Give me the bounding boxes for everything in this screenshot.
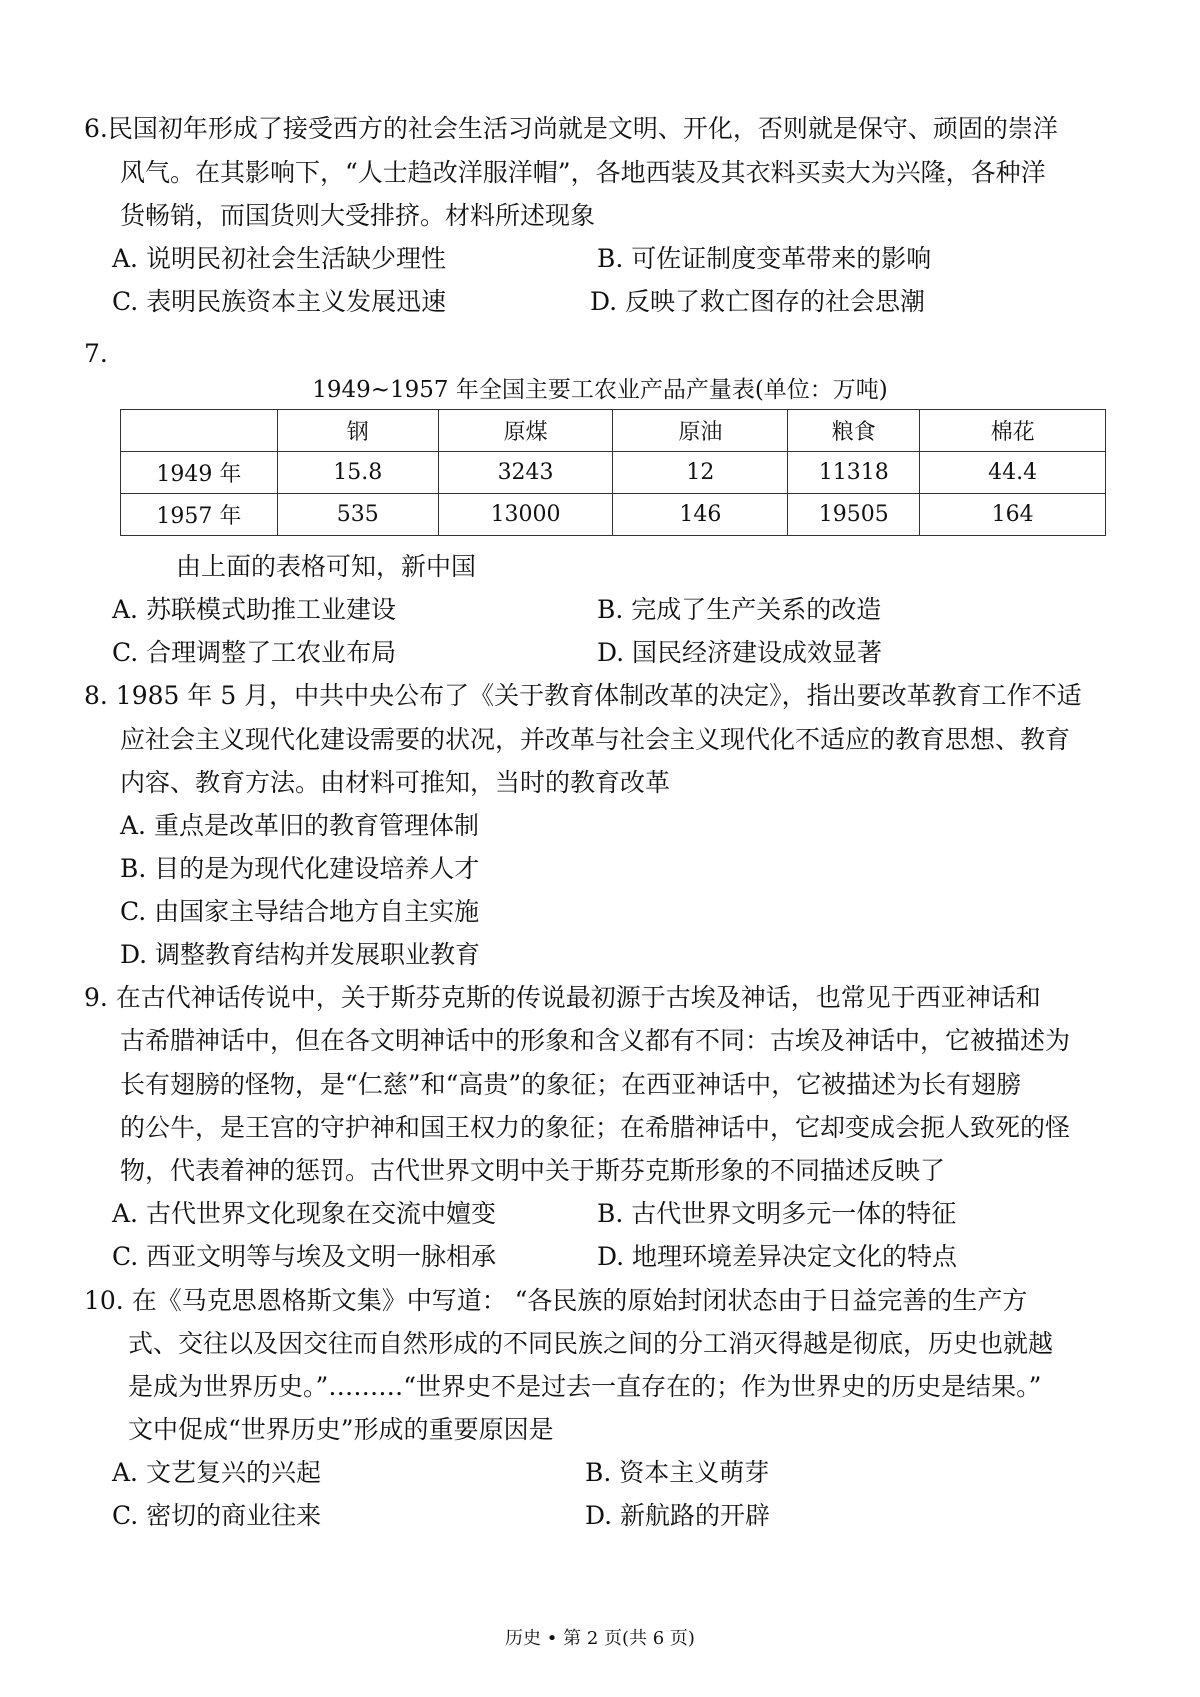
table-header-row [121, 410, 1106, 452]
table-cell: 12 [613, 452, 788, 494]
q10-option-b[interactable]: B. 资本主义萌芽 [585, 1458, 770, 1487]
q8-option-a[interactable]: A. 重点是改革旧的教育管理体制 [120, 811, 479, 840]
q7-option-b[interactable]: B. 完成了生产关系的改造 [597, 595, 882, 624]
q8-option-d[interactable]: D. 调整教育结构并发展职业教育 [120, 940, 481, 969]
q6-stem-line-1: 6.民国初年形成了接受西方的社会生活习尚就是文明、开化，否则就是保守、顽固的崇洋 [84, 114, 1058, 143]
table-header-cell: 棉花 [920, 410, 1106, 452]
table-row [121, 452, 1106, 494]
q6-stem-line-2: 风气。在其影响下，“人士趋改洋服洋帽”，各地西装及其衣料买卖大为兴隆，各种洋 [120, 158, 1046, 187]
q6-option-c[interactable]: C. 表明民族资本主义发展迅速 [112, 287, 447, 316]
q10-stem-line-2: 式、交往以及因交往而自然形成的不同民族之间的分工消灭得越是彻底，历史也就越 [128, 1329, 1054, 1358]
q9-stem-line-2: 古希腊神话中，但在各文明神话中的形象和含义都有不同：古埃及神话中，它被描述为 [120, 1026, 1071, 1055]
q8-stem-line-1: 8. 1985 年 5 月，中共中央公布了《关于教育体制改革的决定》，指出要改革教育工作不适 [84, 681, 1082, 710]
q7-stem: 由上面的表格可知，新中国 [176, 552, 477, 581]
q6-stem-line-3: 货畅销，而国货则大受排挤。材料所述现象 [120, 201, 596, 230]
table-row [121, 494, 1106, 536]
table-cell: 1949 年 [121, 452, 278, 494]
table-header-cell [121, 410, 278, 452]
q8-stem-line-3: 内容、教育方法。由材料可推知，当时的教育改革 [120, 768, 671, 797]
table-header-cell: 原油 [613, 410, 788, 452]
q8-stem-line-2: 应社会主义现代化建设需要的状况，并改革与社会主义现代化不适应的教育思想、教育 [120, 725, 1071, 754]
q10-option-a[interactable]: A. 文艺复兴的兴起 [112, 1458, 321, 1487]
q10-stem-line-4: 文中促成“世界历史”形成的重要原因是 [128, 1415, 554, 1444]
q6-option-a[interactable]: A. 说明民初社会生活缺少理性 [112, 244, 446, 273]
q7-option-c[interactable]: C. 合理调整了工农业布局 [112, 638, 397, 667]
q8-option-c[interactable]: C. 由国家主导结合地方自主实施 [120, 897, 480, 926]
q9-option-b[interactable]: B. 古代世界文明多元一体的特征 [597, 1199, 957, 1228]
page-footer: 历史 • 第 2 页(共 6 页) [505, 1628, 695, 1649]
q6-option-b[interactable]: B. 可佐证制度变革带来的影响 [597, 244, 932, 273]
q7-option-a[interactable]: A. 苏联模式助推工业建设 [112, 595, 396, 624]
production-table [120, 409, 1106, 536]
table-cell: 44.4 [920, 452, 1106, 494]
table-cell: 146 [613, 494, 788, 536]
q6-option-d[interactable]: D. 反映了救亡图存的社会思潮 [590, 287, 926, 316]
table-cell: 13000 [438, 494, 613, 536]
q7-table-title: 1949~1957 年全国主要工农业产品产量表(单位：万吨) [312, 377, 888, 403]
table-header-cell: 原煤 [438, 410, 613, 452]
table-cell: 3243 [438, 452, 613, 494]
table-header-cell: 钢 [277, 410, 438, 452]
q9-stem-line-5: 物，代表着神的惩罚。古代世界文明中关于斯芬克斯形象的不同描述反映了 [120, 1156, 946, 1185]
q9-stem-line-3: 长有翅膀的怪物，是“仁慈”和“高贵”的象征；在西亚神话中，它被描述为长有翅膀 [120, 1070, 1022, 1099]
q8-option-b[interactable]: B. 目的是为现代化建设培养人才 [120, 854, 480, 883]
table-cell: 11318 [788, 452, 920, 494]
table-cell: 15.8 [277, 452, 438, 494]
table-cell: 1957 年 [121, 494, 278, 536]
q9-stem-line-4: 的公牛，是王宫的守护神和国王权力的象征；在希腊神话中，它却变成会扼人致死的怪 [120, 1113, 1071, 1142]
q9-stem-line-1: 9. 在古代神话传说中，关于斯芬克斯的传说最初源于古埃及神话，也常见于西亚神话和 [84, 983, 1041, 1012]
q7-number: 7. [84, 339, 108, 368]
q10-stem-line-3: 是成为世界历史。”………“世界史不是过去一直存在的；作为世界史的历史是结果。” [128, 1372, 1042, 1401]
q10-stem-line-1: 10. 在《马克思恩格斯文集》中写道： “各民族的原始封闭状态由于日益完善的生产方 [84, 1286, 1028, 1315]
q7-option-d[interactable]: D. 国民经济建设成效显著 [597, 638, 883, 667]
q9-option-d[interactable]: D. 地理环境差异决定文化的特点 [597, 1242, 958, 1271]
table-cell: 19505 [788, 494, 920, 536]
q9-option-c[interactable]: C. 西亚文明等与埃及文明一脉相承 [112, 1242, 497, 1271]
q10-option-d[interactable]: D. 新航路的开辟 [585, 1501, 771, 1530]
table-cell: 164 [920, 494, 1106, 536]
q10-option-c[interactable]: C. 密切的商业往来 [112, 1501, 322, 1530]
table-cell: 535 [277, 494, 438, 536]
table-header-cell: 粮食 [788, 410, 920, 452]
q9-option-a[interactable]: A. 古代世界文化现象在交流中嬗变 [112, 1199, 496, 1228]
